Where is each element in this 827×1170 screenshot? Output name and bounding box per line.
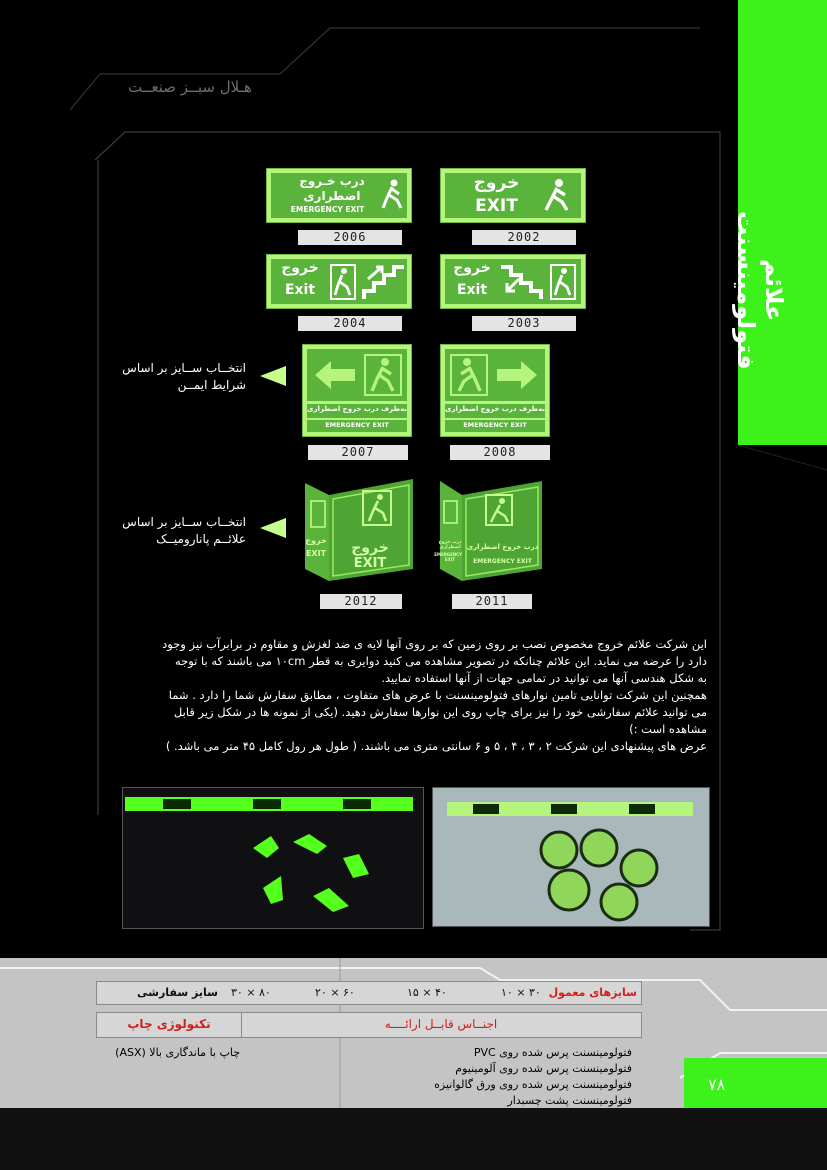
- sign-2004: [266, 254, 412, 309]
- sign-text: EXIT: [475, 196, 518, 216]
- paragraph-line: مشاهده است :): [629, 722, 707, 736]
- sign-2003: [440, 254, 586, 309]
- sign-text: خروج: [473, 173, 520, 193]
- running-man-icon: [449, 353, 489, 397]
- size-value: ۲۰ × ۶۰: [315, 986, 355, 999]
- sign-text: خروج: [351, 540, 389, 556]
- print-tech-label: تکنولوژی چاپ: [127, 1017, 211, 1031]
- sign-text: EXIT: [305, 549, 327, 558]
- paragraph-line: به شکل هندسی آنها می توانید در تمامی جهات از آنها استفاده تمایید.: [381, 671, 707, 685]
- materials-label: اجنــاس قابــل ارائــــه: [384, 1017, 498, 1031]
- sign-2006: [266, 168, 412, 223]
- paragraph-line: دارد را عرضه می نماید. این علائم چنانکه در تصویر مشاهده می کنید دوایری به قطر ۱۰cm می باشند که با توجه: [174, 654, 707, 668]
- note-line: انتخــاب ســایز بر اساس: [122, 361, 246, 375]
- note-panoramic: [110, 514, 246, 548]
- materials-list: [380, 1045, 632, 1109]
- product-code: 2002: [472, 230, 576, 245]
- description-paragraph: [100, 636, 707, 755]
- sign-text: EMERGENCY EXIT: [434, 552, 462, 562]
- sign-2008: [440, 344, 550, 437]
- running-man-icon: [549, 263, 577, 301]
- sign-2007: [302, 344, 412, 437]
- print-tech-value: چاپ با ماندگاری بالا (ASX): [115, 1046, 240, 1059]
- material-item: فتولومینسنت پرس شده روی PVC: [473, 1046, 632, 1059]
- product-code: 2007: [308, 445, 408, 460]
- material-item: فتولومینسنت پرس شده روی آلومینیوم: [455, 1062, 632, 1075]
- sign-text: Exit: [456, 282, 488, 298]
- sign-text: EXIT: [353, 556, 387, 571]
- sizes-row: [96, 981, 642, 1005]
- product-code: 2008: [450, 445, 550, 460]
- sign-text: EMERGENCY EXIT: [290, 205, 365, 214]
- paragraph-line: عرض های پیشنهادی این شرکت ۲ ، ۳ ، ۴ ، ۵ و ۶ سانتی متری می باشند. ( طول هر رول کامل ۴۵ متر می باشد. ): [165, 739, 707, 753]
- product-code: 2006: [298, 230, 402, 245]
- product-code: 2004: [298, 316, 402, 331]
- materials-header-row: [96, 1012, 642, 1038]
- paragraph-line: همچنین این شرکت توانایی تامین نوارهای فتولومینسنت با عرض های متفاوت ، مطابق سفارش شما را دارد . شما: [168, 688, 707, 702]
- sign-text: خروج: [305, 536, 327, 545]
- product-code: 2011: [452, 594, 532, 609]
- sign-text: به‌طرف درب خروج اضطراری: [307, 405, 407, 413]
- size-value: ۱۵ × ۴۰: [407, 986, 447, 999]
- photo-daylight: [432, 787, 710, 927]
- sign-text: EMERGENCY EXIT: [463, 421, 527, 429]
- paragraph-line: این شرکت علائم خروج مخصوص نصب بر روی زمین که بر روی آنها لایه ی ضد لغزش و مقاوم در برابرآب نیز وجود: [162, 637, 707, 651]
- material-item: فتولومینسنت پرس شده روی ورق گالوانیزه: [434, 1078, 632, 1091]
- product-code: 2012: [320, 594, 402, 609]
- section-title: علائم فتولومینسنت: [732, 210, 788, 370]
- sign-text: درب خـروج: [299, 174, 365, 188]
- size-value: ۱۰ × ۳۰: [501, 986, 541, 999]
- running-man-icon: [541, 178, 573, 214]
- custom-size-label: سایز سفارشی: [137, 986, 218, 999]
- size-value: ۳۰ × ۸۰: [231, 986, 271, 999]
- note-line: انتخــاب ســایز بر اساس: [122, 515, 246, 529]
- sign-text: به‌طرف درب خروج اضطراری: [445, 405, 545, 413]
- product-code: 2003: [472, 316, 576, 331]
- arrow-left-icon: [313, 359, 357, 391]
- photo-glow-in-dark: [122, 787, 424, 929]
- running-man-icon: [329, 263, 357, 301]
- sign-text: خروج: [453, 260, 491, 276]
- sign-text: درب خروج اضطراری: [466, 543, 539, 551]
- note-line: علائــم پاناروميــک: [156, 532, 246, 546]
- arrow-pointer-icon: [260, 366, 286, 386]
- paragraph-line: می توانید علائم سفارشی خود را نیز برای چاپ روی این نوارها سفارش دهید. (یکی از نمونه ها در شکل زیر قابل: [173, 705, 707, 719]
- note-safe-conditions: [110, 360, 246, 394]
- sign-text: خروج: [281, 260, 319, 276]
- running-man-icon: [363, 353, 403, 397]
- arrow-right-icon: [495, 359, 539, 391]
- sign-2002: [440, 168, 586, 223]
- note-line: شرایط ایمــن: [177, 378, 246, 392]
- sign-text: EMERGENCY EXIT: [473, 558, 532, 565]
- sign-text: اضطراری: [303, 189, 361, 203]
- sign-2011: [434, 477, 544, 585]
- material-item: فتولومینسنت پشت چسبدار: [507, 1094, 632, 1107]
- sizes-label: سایزهای معمول: [548, 986, 637, 999]
- sign-text: EMERGENCY EXIT: [325, 421, 389, 429]
- sign-text: درب خروج اضطراری: [438, 540, 462, 550]
- running-man-icon: [379, 178, 405, 212]
- sign-text: Exit: [284, 282, 316, 298]
- brand-name: هـلال سبــز صنعــت: [128, 78, 252, 96]
- arrow-pointer-icon: [260, 518, 286, 538]
- stairs-down-icon: [499, 263, 543, 301]
- page-number: ۷۸: [708, 1075, 726, 1094]
- stairs-up-icon: [362, 263, 406, 301]
